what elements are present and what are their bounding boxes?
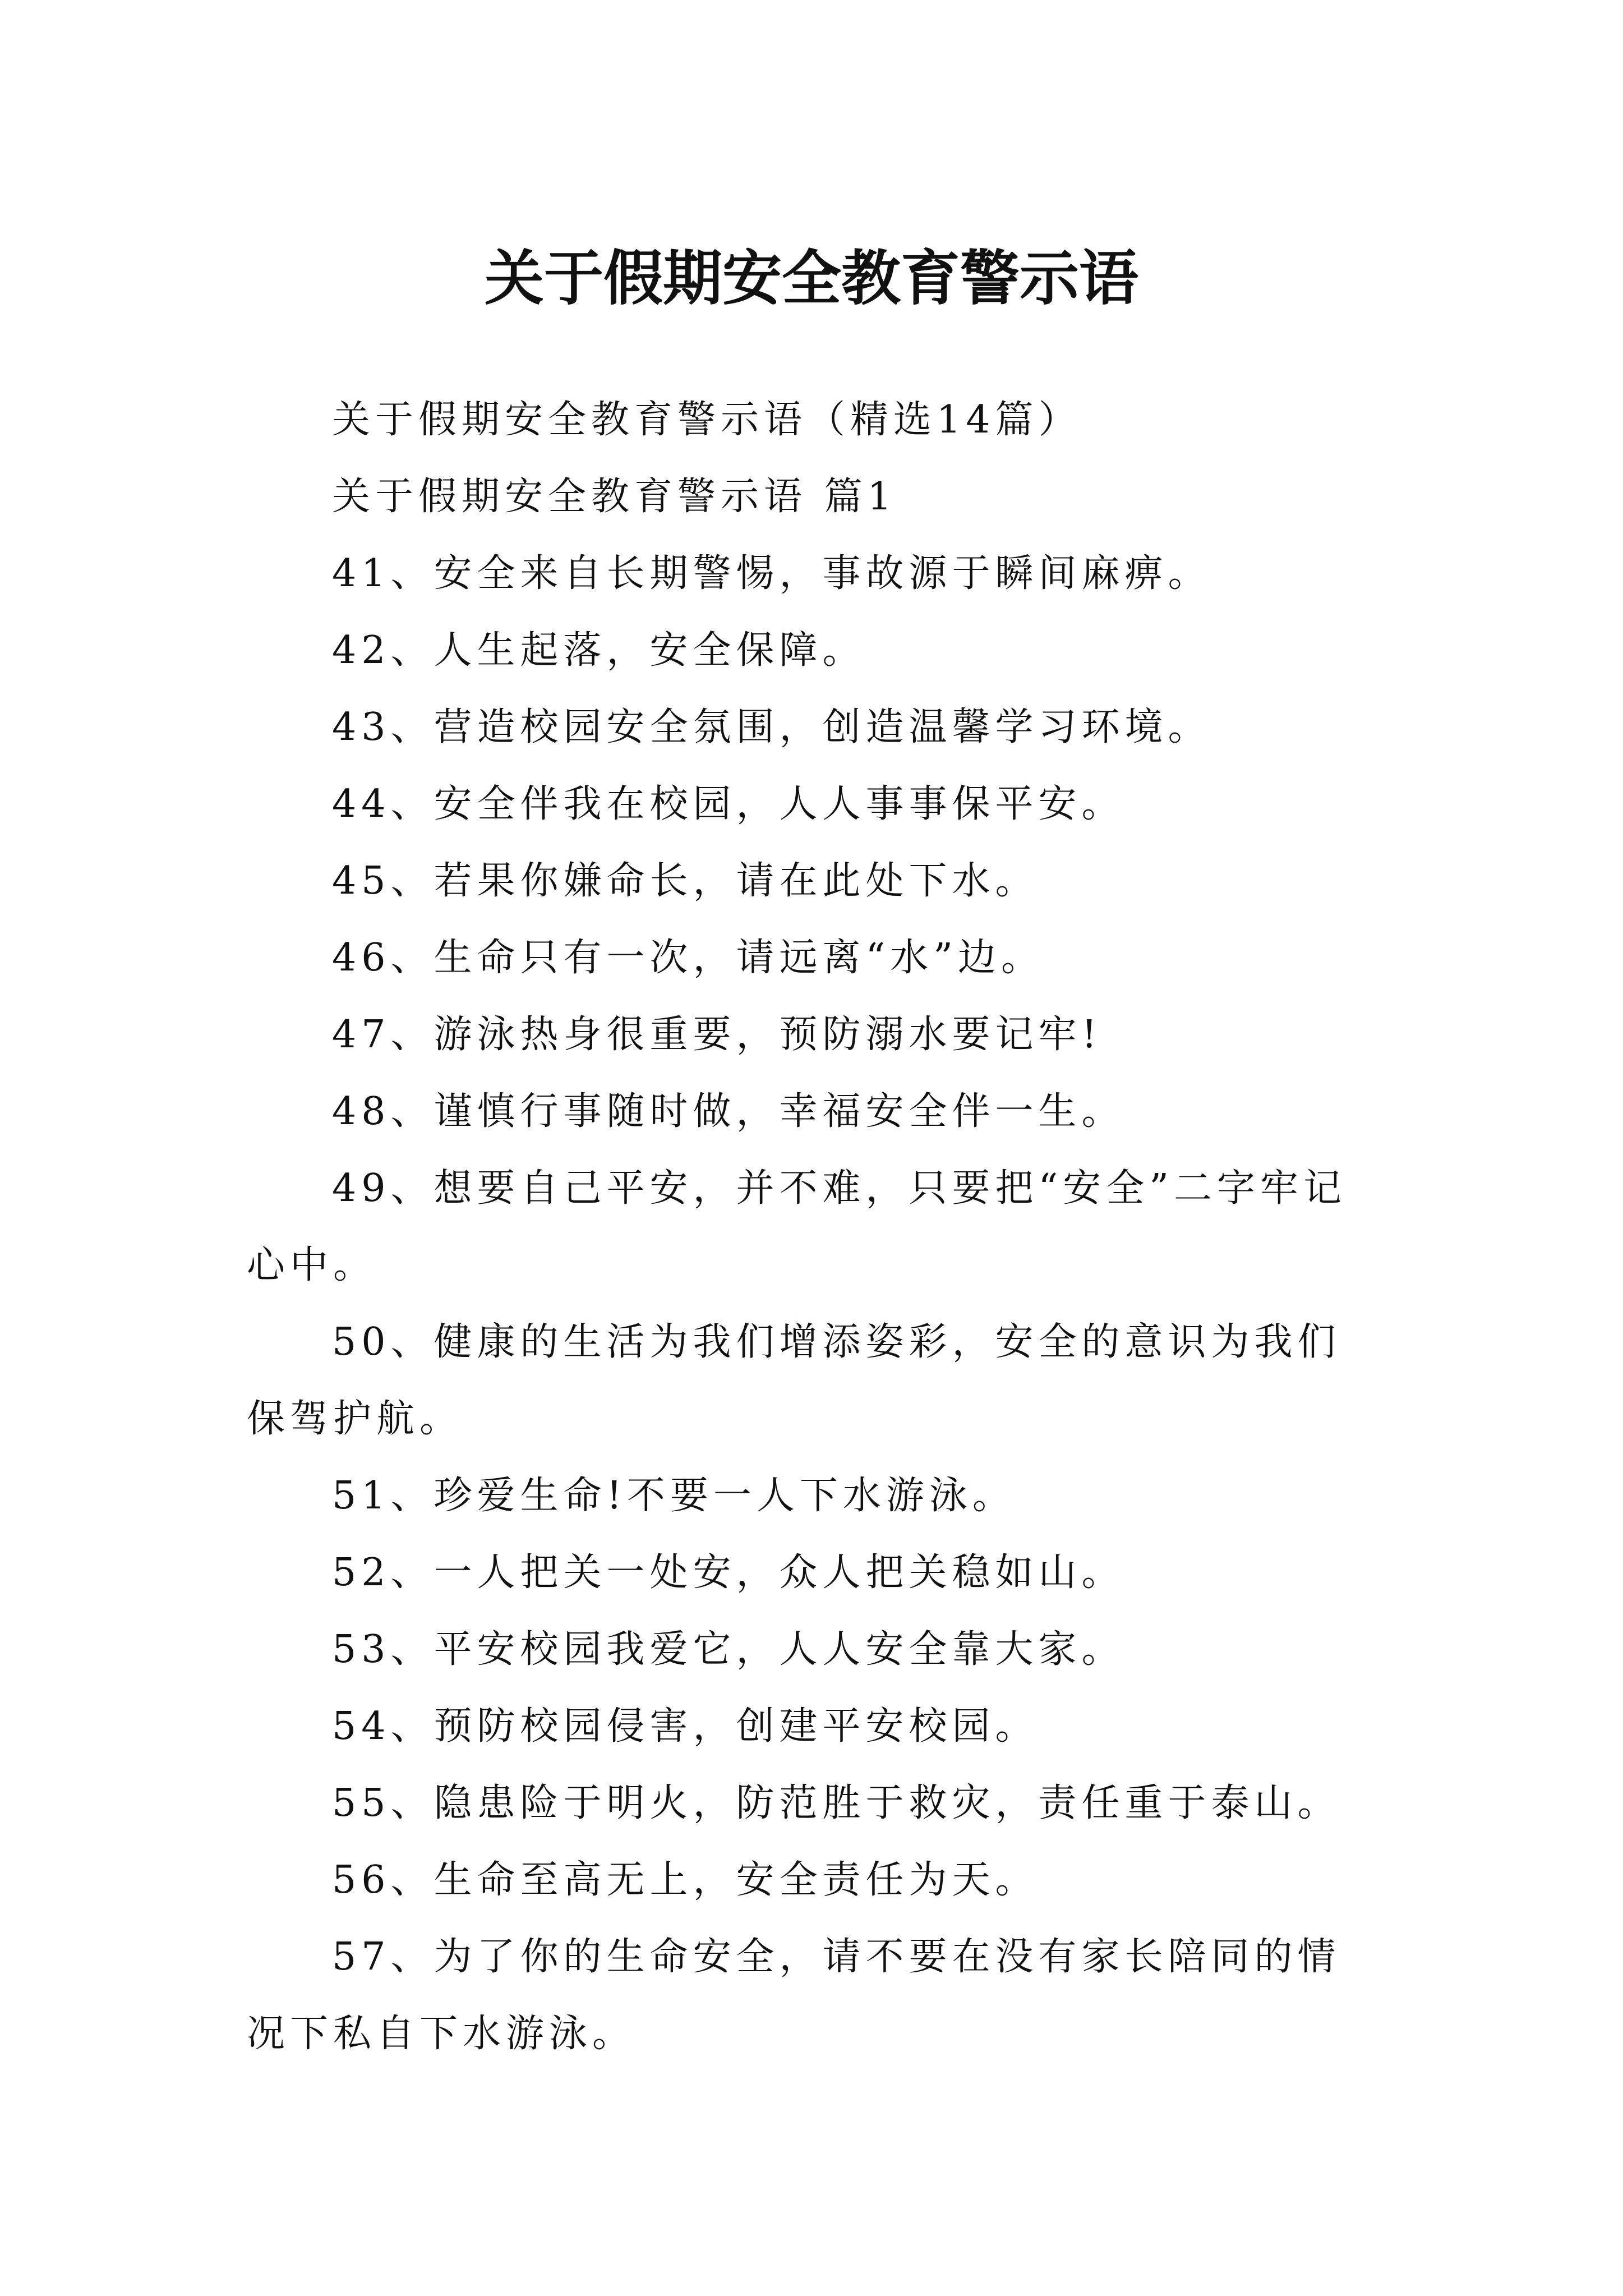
paragraph-item: 57、为了你的生命安全，请不要在没有家长陪同的情况下私自下水游泳。 bbox=[247, 1935, 1341, 2056]
paragraph-item: 53、平安校园我爱它，人人安全靠大家。 bbox=[332, 1627, 1125, 1672]
paragraph-item: 55、隐患险于明火，防范胜于救灾，责任重于泰山。 bbox=[332, 1781, 1341, 1825]
paragraph-item: 48、谨慎行事随时做，幸福安全伴一生。 bbox=[332, 1089, 1125, 1134]
paragraph-item: 56、生命至高无上，安全责任为天。 bbox=[332, 1858, 1039, 1902]
paragraph-item: 41、安全来自长期警惕，事故源于瞬间麻痹。 bbox=[332, 551, 1211, 596]
paragraph-item: 47、游泳热身很重要，预防溺水要记牢! bbox=[332, 1013, 1102, 1057]
document-title: 关于假期安全教育警示语 bbox=[485, 243, 1138, 314]
document-body bbox=[247, 381, 1380, 2072]
paragraph-item: 45、若果你嫌命长，请在此处下水。 bbox=[332, 859, 1039, 903]
paragraph-item: 44、安全伴我在校园，人人事事保平安。 bbox=[332, 782, 1125, 826]
paragraph-item: 46、生命只有一次，请远离“水”边。 bbox=[332, 936, 1045, 980]
paragraph-item: 43、营造校园安全氛围，创造温馨学习环境。 bbox=[332, 705, 1211, 749]
paragraph-subtitle: 关于假期安全教育警示语（精选14篇） bbox=[332, 398, 1082, 442]
paragraph-item: 50、健康的生活为我们增添姿彩，安全的意识为我们保驾护航。 bbox=[247, 1320, 1341, 1441]
paragraph-item: 52、一人把关一处安，众人把关稳如山。 bbox=[332, 1550, 1125, 1595]
paragraph-item: 49、想要自己平安，并不难，只要把“安全”二字牢记心中。 bbox=[247, 1166, 1347, 1287]
paragraph-section-heading: 关于假期安全教育警示语 篇1 bbox=[332, 475, 897, 519]
paragraph-item: 42、人生起落，安全保障。 bbox=[332, 628, 866, 673]
paragraph-item: 51、珍爱生命!不要一人下水游泳。 bbox=[332, 1474, 1016, 1518]
paragraph-item: 54、预防校园侵害，创建平安校园。 bbox=[332, 1704, 1039, 1749]
